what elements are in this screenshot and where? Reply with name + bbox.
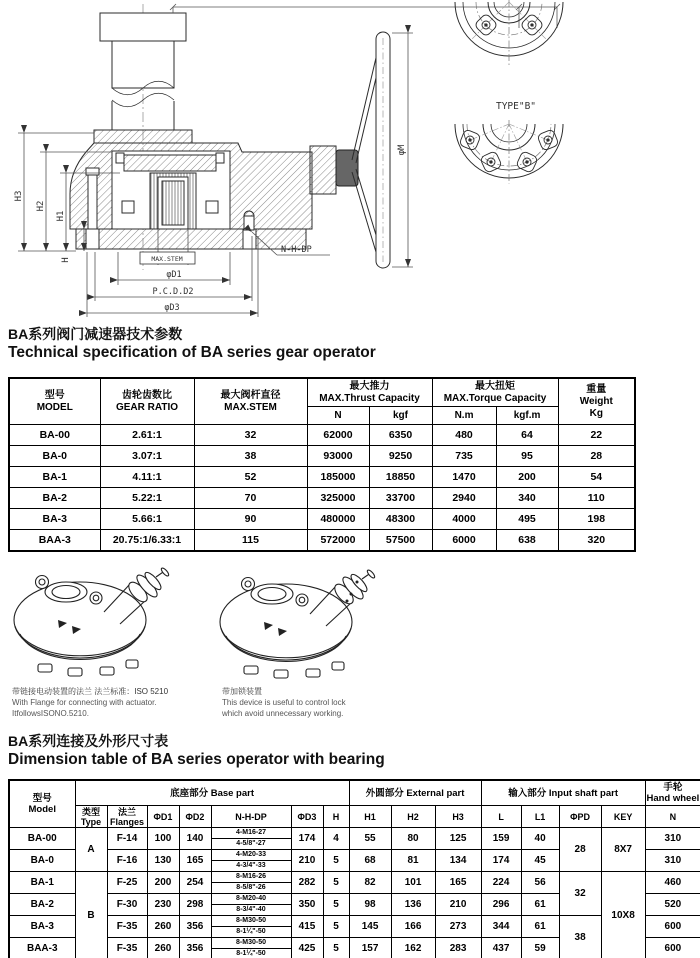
table-cell: BA-3 bbox=[9, 509, 100, 530]
header-cell: 型号 Model bbox=[9, 780, 75, 828]
table-cell: 18850 bbox=[369, 467, 432, 488]
table-cell: 310 bbox=[645, 828, 700, 850]
table-cell: 200 bbox=[147, 872, 179, 894]
gear-operator-section bbox=[70, 4, 390, 270]
caption-lock-zh: 带加锁装置 bbox=[222, 687, 262, 696]
table-cell: 4-M16-27 4-5/8"-27 bbox=[211, 828, 291, 850]
header-cell: H bbox=[323, 806, 349, 828]
header-cell: 输入部分 Input shaft part bbox=[481, 780, 645, 806]
header-cell: N-H-DP bbox=[211, 806, 291, 828]
table-cell: 3.07:1 bbox=[100, 446, 194, 467]
table-cell: 480000 bbox=[307, 509, 369, 530]
table-row bbox=[9, 488, 635, 509]
header-cell: 类型 Type bbox=[75, 806, 107, 828]
cross-section-drawing bbox=[0, 0, 700, 324]
table-cell: 93000 bbox=[307, 446, 369, 467]
table-cell: 61 bbox=[521, 916, 559, 938]
dim-label-h1: H1 bbox=[56, 210, 66, 222]
section1-title-zh: BA系列阀门减速器技术参数 bbox=[8, 326, 183, 342]
table-row bbox=[9, 446, 635, 467]
table-row bbox=[9, 872, 700, 894]
table-cell: 56 bbox=[521, 872, 559, 894]
table-cell: 20.75:1/6.33:1 bbox=[100, 530, 194, 552]
table-cell: BA-2 bbox=[9, 488, 100, 509]
table-cell: BAA-3 bbox=[9, 530, 100, 552]
header-cell: L1 bbox=[521, 806, 559, 828]
table-cell: 350 bbox=[291, 894, 323, 916]
technical-specification-table bbox=[8, 377, 636, 552]
table-cell: 4-M20-33 4-3/4"-33 bbox=[211, 850, 291, 872]
table-cell: 38 bbox=[559, 916, 601, 958]
header-cell: ΦPD bbox=[559, 806, 601, 828]
table-cell: BA-0 bbox=[9, 446, 100, 467]
header-cell: 最大阀杆直径 MAX.STEM bbox=[194, 378, 307, 425]
header-cell: 重量 Weight Kg bbox=[558, 378, 635, 425]
table-cell: 38 bbox=[194, 446, 307, 467]
table-cell: 425 bbox=[291, 938, 323, 958]
table-cell: 145 bbox=[349, 916, 391, 938]
table-cell: 40 bbox=[521, 828, 559, 850]
table-cell: 572000 bbox=[307, 530, 369, 552]
table-cell: 22 bbox=[558, 425, 635, 446]
table-cell: 82 bbox=[349, 872, 391, 894]
table-cell: 325000 bbox=[307, 488, 369, 509]
table-cell: 600 bbox=[645, 916, 700, 938]
table-cell: B bbox=[75, 872, 107, 958]
table-cell: BAA-3 bbox=[9, 938, 75, 958]
caption-flange-zh: 带链接电动装置的法兰 法兰标准：ISO 5210 bbox=[12, 687, 169, 696]
table-cell: 55 bbox=[349, 828, 391, 850]
table-cell: 210 bbox=[291, 850, 323, 872]
table-cell: 10X8 bbox=[601, 872, 645, 958]
table-cell: F-25 bbox=[107, 872, 147, 894]
iso-view-lock-unit bbox=[220, 569, 376, 678]
table-cell: 100 bbox=[147, 828, 179, 850]
table-cell: 356 bbox=[179, 938, 211, 958]
table-cell: BA-00 bbox=[9, 425, 100, 446]
header-cell: ΦD2 bbox=[179, 806, 211, 828]
table-cell: 356 bbox=[179, 916, 211, 938]
table-cell: 136 bbox=[391, 894, 435, 916]
table-cell: 638 bbox=[496, 530, 558, 552]
table-cell: 344 bbox=[481, 916, 521, 938]
table-cell: 62000 bbox=[307, 425, 369, 446]
table-header-row bbox=[9, 378, 635, 407]
table-cell: 8-M20-40 8-3/4"-40 bbox=[211, 894, 291, 916]
table-cell: 5 bbox=[323, 938, 349, 958]
table-row bbox=[9, 828, 700, 850]
table-cell: 8X7 bbox=[601, 828, 645, 872]
table-cell: BA-3 bbox=[9, 916, 75, 938]
table-cell: A bbox=[75, 828, 107, 872]
header-cell: L bbox=[481, 806, 521, 828]
header-cell: 底座部分 Base part bbox=[75, 780, 349, 806]
caption-lock-en1: This device is useful to control lock bbox=[222, 698, 346, 707]
table-cell: 4 bbox=[323, 828, 349, 850]
table-cell: 735 bbox=[432, 446, 496, 467]
table-cell: 5 bbox=[323, 894, 349, 916]
table-cell: 5 bbox=[323, 916, 349, 938]
caption-lock-en2: which avoid unnecessary working. bbox=[222, 709, 344, 718]
table-cell: 165 bbox=[435, 872, 481, 894]
caption-flange-figure bbox=[12, 686, 222, 719]
table-cell: 32 bbox=[194, 425, 307, 446]
table-cell: 110 bbox=[558, 488, 635, 509]
header-cell: 手轮 Hand wheel bbox=[646, 782, 700, 804]
table-cell: 9250 bbox=[369, 446, 432, 467]
table-cell: 273 bbox=[435, 916, 481, 938]
iso-view-flange-unit bbox=[14, 567, 170, 676]
header-cell: KEY bbox=[601, 806, 645, 828]
table-cell: 98 bbox=[349, 894, 391, 916]
table-row bbox=[9, 509, 635, 530]
table-cell: 28 bbox=[558, 446, 635, 467]
table-cell: 159 bbox=[481, 828, 521, 850]
table-cell: 162 bbox=[391, 938, 435, 958]
table-cell: 415 bbox=[291, 916, 323, 938]
header-cell: 外圆部分 External part bbox=[349, 780, 481, 806]
table-cell: 495 bbox=[496, 509, 558, 530]
table-cell: 5 bbox=[323, 850, 349, 872]
section2-title bbox=[8, 733, 385, 769]
table-cell: 520 bbox=[645, 894, 700, 916]
table-cell: 310 bbox=[645, 850, 700, 872]
table-cell: 340 bbox=[496, 488, 558, 509]
section2-title-en: Dimension table of BA series operator with bearing bbox=[8, 751, 385, 768]
table-cell: F-35 bbox=[107, 916, 147, 938]
dim-label-m: φM bbox=[397, 144, 407, 156]
table-cell: 8-M16-26 8-5/8"-26 bbox=[211, 872, 291, 894]
header-cell: H3 bbox=[435, 806, 481, 828]
header-cell: 型号 MODEL bbox=[9, 378, 100, 425]
dim-label-max-stem: MAX.STEM bbox=[151, 255, 183, 263]
table-cell: 198 bbox=[558, 509, 635, 530]
flange-bottom-views bbox=[455, 0, 563, 184]
dimension-table bbox=[8, 779, 700, 958]
header-cell: H1 bbox=[349, 806, 391, 828]
table-cell: 61 bbox=[521, 894, 559, 916]
table-cell: 210 bbox=[435, 894, 481, 916]
header-cell: 法兰 Flanges bbox=[107, 806, 147, 828]
section1-title-en: Technical specification of BA series gear operator bbox=[8, 344, 376, 361]
table-row bbox=[9, 530, 635, 552]
header-cell: ΦD3 bbox=[291, 806, 323, 828]
table-cell: 64 bbox=[496, 425, 558, 446]
table-cell: 224 bbox=[481, 872, 521, 894]
isometric-views bbox=[0, 562, 700, 684]
table-cell: 437 bbox=[481, 938, 521, 958]
table-cell: 296 bbox=[481, 894, 521, 916]
table-cell: 230 bbox=[147, 894, 179, 916]
table-cell: 2.61:1 bbox=[100, 425, 194, 446]
table-cell: F-35 bbox=[107, 938, 147, 958]
table-cell: 115 bbox=[194, 530, 307, 552]
header-cell: 齿轮齿数比 GEAR RATIO bbox=[100, 378, 194, 425]
dim-label-h3: H3 bbox=[14, 190, 24, 202]
table-cell: 45 bbox=[521, 850, 559, 872]
table-cell: 140 bbox=[179, 828, 211, 850]
table-cell: BA-1 bbox=[9, 872, 75, 894]
table-cell: 600 bbox=[645, 938, 700, 958]
table-cell: 165 bbox=[179, 850, 211, 872]
table-cell: 166 bbox=[391, 916, 435, 938]
dim-label-h2: H2 bbox=[36, 200, 46, 212]
table-cell: 80 bbox=[391, 828, 435, 850]
table-cell: 6350 bbox=[369, 425, 432, 446]
dim-label-pcd-d2: P.C.D.D2 bbox=[152, 287, 194, 297]
table-row bbox=[9, 425, 635, 446]
header-cell: 最大推力 MAX.Thrust Capacity bbox=[307, 378, 432, 407]
section1-title bbox=[8, 326, 376, 362]
dim-label-n-h-dp: N-H-DP bbox=[281, 245, 312, 255]
table-cell: 70 bbox=[194, 488, 307, 509]
table-cell: 5.66:1 bbox=[100, 509, 194, 530]
table-cell: 8-M30-50 8-1¼"-50 bbox=[211, 938, 291, 958]
table-cell: 174 bbox=[481, 850, 521, 872]
table-row bbox=[9, 916, 700, 938]
header-cell: H2 bbox=[391, 806, 435, 828]
table-cell: F-16 bbox=[107, 850, 147, 872]
header-cell: kgf bbox=[369, 407, 432, 425]
table-cell: 33700 bbox=[369, 488, 432, 509]
table-cell: 254 bbox=[179, 872, 211, 894]
table-cell: 81 bbox=[391, 850, 435, 872]
table-cell: 157 bbox=[349, 938, 391, 958]
table-cell: 134 bbox=[435, 850, 481, 872]
table-cell: 460 bbox=[645, 872, 700, 894]
caption-lock-figure bbox=[222, 686, 432, 719]
table-cell: 185000 bbox=[307, 467, 369, 488]
table-cell: F-30 bbox=[107, 894, 147, 916]
header-cell: ΦD1 bbox=[147, 806, 179, 828]
table-cell: 68 bbox=[349, 850, 391, 872]
header-cell: N bbox=[307, 407, 369, 425]
table-cell: 260 bbox=[147, 916, 179, 938]
table-cell: 125 bbox=[435, 828, 481, 850]
table-cell: 282 bbox=[291, 872, 323, 894]
table-cell: BA-0 bbox=[9, 850, 75, 872]
header-cell: kgf.m bbox=[496, 407, 558, 425]
table-cell: 6000 bbox=[432, 530, 496, 552]
table-cell: 8-M30-50 8-1¼"-50 bbox=[211, 916, 291, 938]
caption-flange-en2: ItfollowsISONO.5210. bbox=[12, 709, 89, 718]
table-cell: 283 bbox=[435, 938, 481, 958]
table-cell: 57500 bbox=[369, 530, 432, 552]
table-cell: 48300 bbox=[369, 509, 432, 530]
table-cell: 52 bbox=[194, 467, 307, 488]
section2-title-zh: BA系列连接及外形尺寸表 bbox=[8, 733, 169, 749]
table-cell: 174 bbox=[291, 828, 323, 850]
table-cell: 5.22:1 bbox=[100, 488, 194, 509]
table-cell: 4000 bbox=[432, 509, 496, 530]
table-cell: BA-00 bbox=[9, 828, 75, 850]
table-cell: BA-1 bbox=[9, 467, 100, 488]
table-cell: 298 bbox=[179, 894, 211, 916]
table-row bbox=[9, 467, 635, 488]
table-cell: 130 bbox=[147, 850, 179, 872]
table-cell: 260 bbox=[147, 938, 179, 958]
table-cell: 200 bbox=[496, 467, 558, 488]
table-cell: 320 bbox=[558, 530, 635, 552]
type-b-label: TYPE"B" bbox=[495, 101, 537, 112]
header-cell: N bbox=[645, 806, 700, 828]
table-cell: 5 bbox=[323, 872, 349, 894]
dim-label-h: H bbox=[61, 257, 71, 263]
header-cell: N.m bbox=[432, 407, 496, 425]
caption-flange-en1: With Flange for connecting with actuator. bbox=[12, 698, 157, 707]
table-cell: 101 bbox=[391, 872, 435, 894]
table-cell: 2940 bbox=[432, 488, 496, 509]
dim-label-d1: φD1 bbox=[166, 270, 182, 280]
table-cell: 90 bbox=[194, 509, 307, 530]
table-cell: 54 bbox=[558, 467, 635, 488]
table-cell: 59 bbox=[521, 938, 559, 958]
header-cell: 最大扭矩 MAX.Torque Capacity bbox=[432, 378, 558, 407]
table-cell: BA-2 bbox=[9, 894, 75, 916]
dim-label-d3: φD3 bbox=[164, 303, 180, 313]
table-cell: 4.11:1 bbox=[100, 467, 194, 488]
table-cell: 480 bbox=[432, 425, 496, 446]
table-cell: F-14 bbox=[107, 828, 147, 850]
table-header-row bbox=[9, 780, 700, 806]
table-cell: 32 bbox=[559, 872, 601, 916]
table-cell: 28 bbox=[559, 828, 601, 872]
table-cell: 1470 bbox=[432, 467, 496, 488]
table-cell: 95 bbox=[496, 446, 558, 467]
table-header-row bbox=[9, 806, 700, 828]
